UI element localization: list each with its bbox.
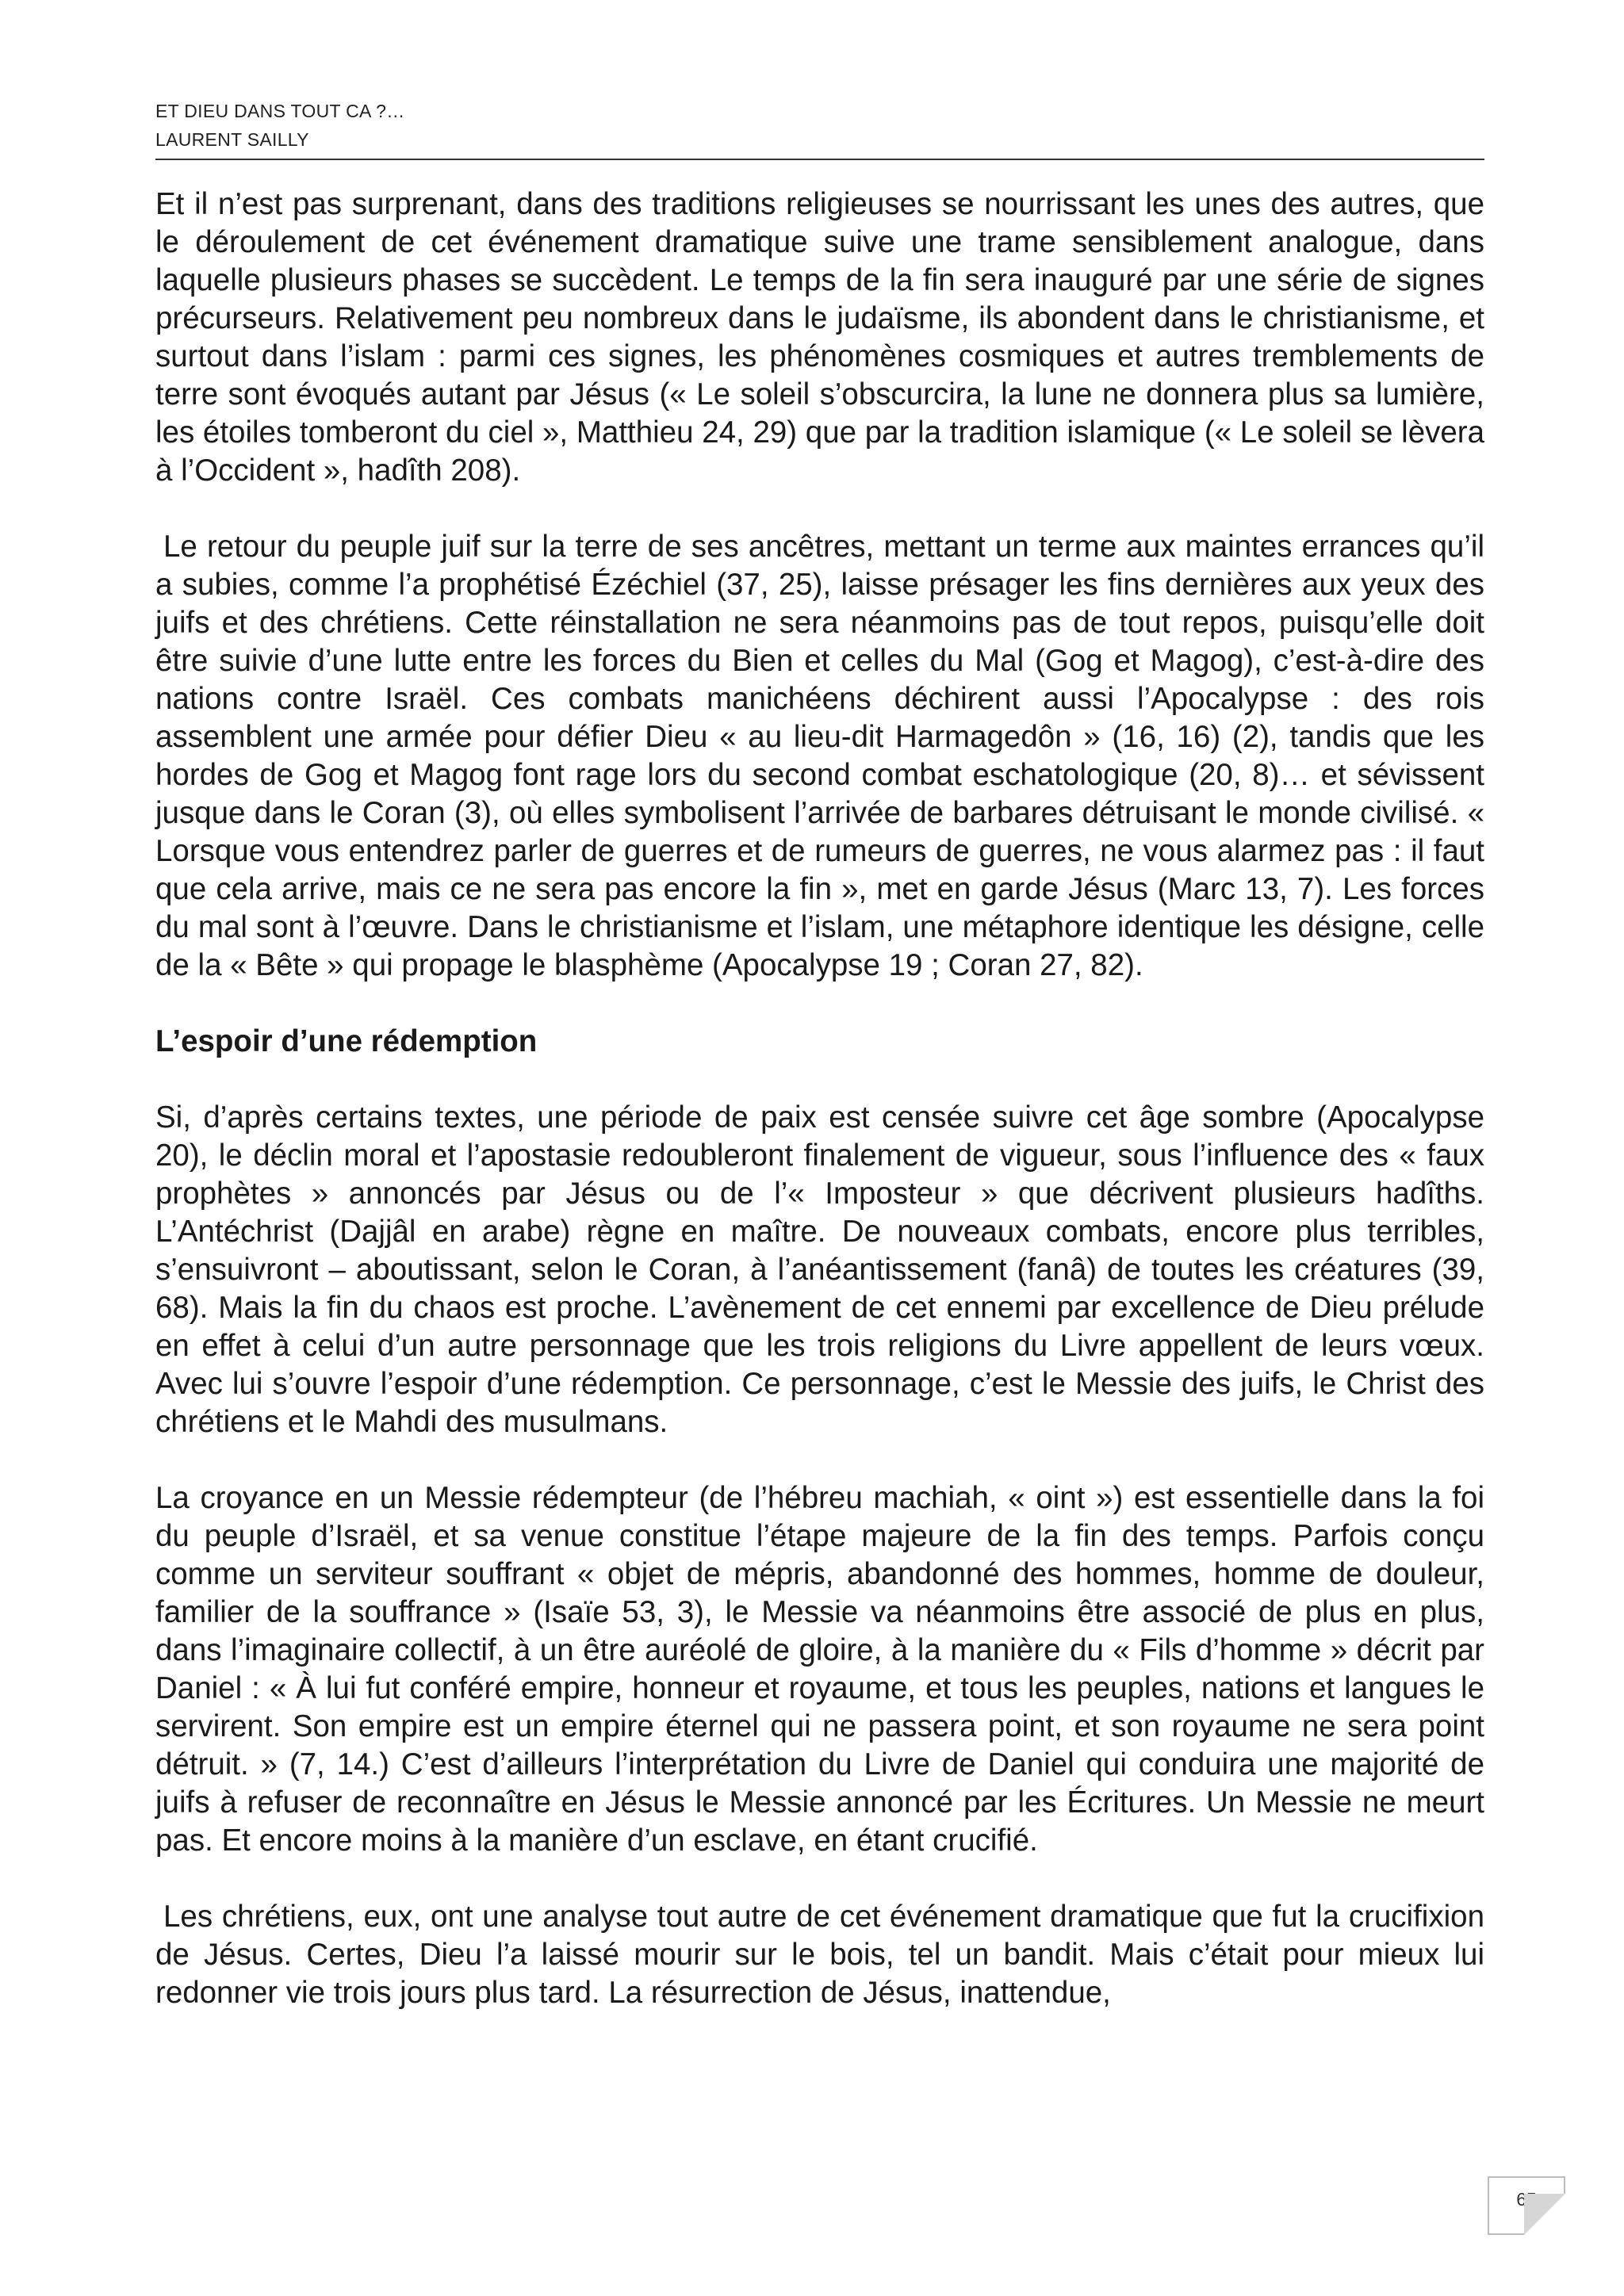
header-author: LAURENT SAILLY xyxy=(155,129,309,150)
running-header xyxy=(155,97,1484,160)
section-heading: L’espoir d’une rédemption xyxy=(155,1024,538,1058)
header-book-title: ET DIEU DANS TOUT CA ?… xyxy=(155,101,405,121)
paragraph-2: Le retour du peuple juif sur la terre de ses ancêtres, mettant un terme aux maintes errances qu’il a subies, comme l’a prophétisé Ézéchiel (37, 25), laisse présager les fins dernières aux yeux des juifs et des chrétiens. Cette réinstallation ne sera néanmoins pas de tout repos, puisqu’elle doit être suivie d’une lutte entre les forces du Bien et celles du Mal (Gog et Magog), c’est-à-dire des nations contre Israël. Ces combats manichéens déchirent aussi l’Apocalypse : des rois assemblent une armée pour défier Dieu « au lieu-dit Harmagedôn » (16, 16) (2), tandis que les hordes de Gog et Magog font rage lors du second combat eschatologique (20, 8)… et sévissent jusque dans le Coran (3), où elles symbolisent l’arrivée de barbares détruisant le monde civilisé. « Lorsque vous entendrez parler de guerres et de rumeurs de guerres, ne vous alarmez pas : il faut que cela arrive, mais ce ne sera pas encore la fin », met en garde Jésus (Marc 13, 7). Les forces du mal sont à l’œuvre. Dans le christianisme et l’islam, une métaphore identique les désigne, celle de la « Bête » qui propage le blasphème (Apocalypse 19 ; Coran 27, 82). xyxy=(155,530,1484,982)
page-number-box xyxy=(1488,2176,1565,2235)
page-body xyxy=(155,186,1484,2050)
paragraph-1: Et il n’est pas surprenant, dans des traditions religieuses se nourrissant les unes des autres, que le déroulement de cet événement dramatique suive une trame sensiblement analogue, dans laquelle plusieurs phases se succèdent. Le temps de la fin sera inauguré par une série de signes précurseurs. Relativement peu nombreux dans le judaïsme, ils abondent dans le christianisme, et surtout dans l’islam : parmi ces signes, les phénomènes cosmiques et autres tremblements de terre sont évoqués autant par Jésus (« Le soleil s’obscurcira, la lune ne donnera plus sa lumière, les étoiles tomberont du ciel », Matthieu 24, 29) que par la tradition islamique (« Le soleil se lèvera à l’Occident », hadîth 208). xyxy=(155,187,1484,488)
paragraph-3: Si, d’après certains textes, une période de paix est censée suivre cet âge sombre (Apocalypse 20), le déclin moral et l’apostasie redoubleront finalement de vigueur, sous l’influence des « faux prophètes » annoncés par Jésus ou de l’« Imposteur » que décrivent plusieurs hadîths. L’Antéchrist (Dajjâl en arabe) règne en maître. De nouveaux combats, encore plus terribles, s’ensuivront – aboutissant, selon le Coran, à l’anéantissement (fanâ) de toutes les créatures (39, 68). Mais la fin du chaos est proche. L’avènement de cet ennemi par excellence de Dieu prélude en effet à celui d’un autre personnage que les trois religions du Livre appellent de leurs vœux. Avec lui s’ouvre l’espoir d’une rédemption. Ce personnage, c’est le Messie des juifs, le Christ des chrétiens et le Mahdi des musulmans. xyxy=(155,1100,1484,1439)
page-curl-icon xyxy=(1524,2194,1565,2235)
paragraph-5: Les chrétiens, eux, ont une analyse tout autre de cet événement dramatique que fut la crucifixion de Jésus. Certes, Dieu l’a laissé mourir sur le bois, tel un bandit. Mais c’était pour mieux lui redonner vie trois jours plus tard. La résurrection de Jésus, inattendue, xyxy=(155,1900,1484,2010)
page-number: 65 xyxy=(1516,2189,1537,2210)
paragraph-4: La croyance en un Messie rédempteur (de l’hébreu machiah, « oint ») est essentielle dans la foi du peuple d’Israël, et sa venue constitue l’étape majeure de la fin des temps. Parfois conçu comme un serviteur souffrant « objet de mépris, abandonné des hommes, homme de douleur, familier de la souffrance » (Isaïe 53, 3), le Messie va néanmoins être associé de plus en plus, dans l’imaginaire collectif, à un être auréolé de gloire, à la manière du « Fils d’homme » décrit par Daniel : « À lui fut conféré empire, honneur et royaume, et tous les peuples, nations et langues le servirent. Son empire est un empire éternel qui ne passera point, et son royaume ne sera point détruit. » (7, 14.) C’est d’ailleurs l’interprétation du Livre de Daniel qui conduira une majorité de juifs à refuser de reconnaître en Jésus le Messie annoncé par les Écritures. Un Messie ne meurt pas. Et encore moins à la manière d’un esclave, en étant crucifié. xyxy=(155,1481,1484,1858)
